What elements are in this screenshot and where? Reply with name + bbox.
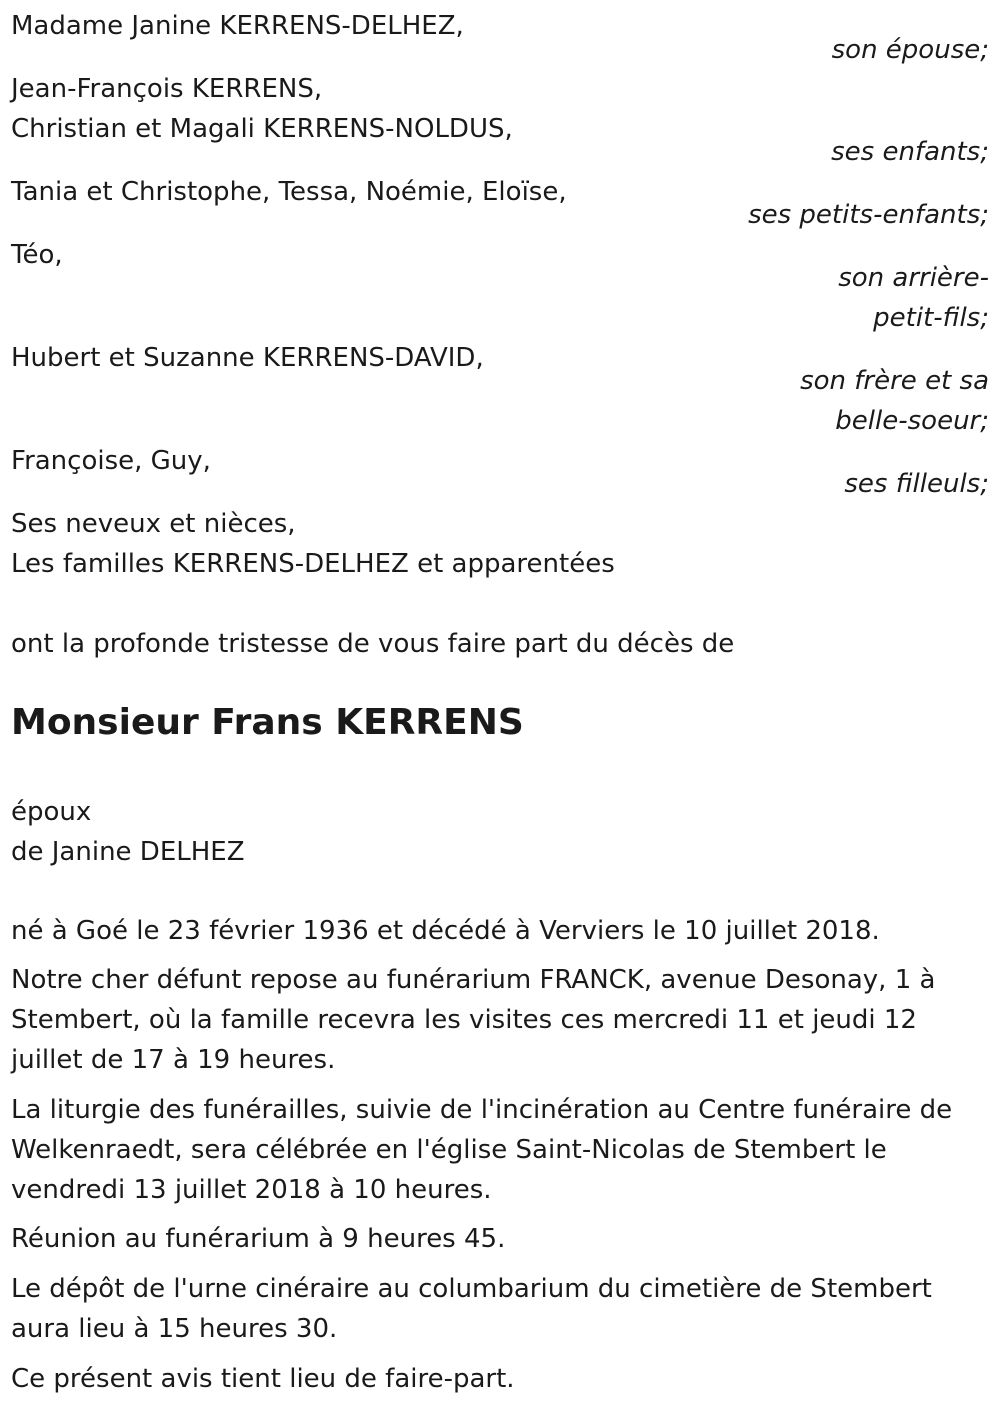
announcement-text: ont la profonde tristesse de vous faire part du décès de: [11, 629, 735, 659]
closing-paragraph: Ce présent avis tient lieu de faire-part.: [11, 1364, 515, 1394]
family-name-line: Françoise, Guy,: [11, 446, 211, 476]
relation-label-brother: son frère et sa belle-soeur;: [800, 366, 989, 436]
family-name-line: Tania et Christophe, Tessa, Noémie, Eloïse,: [11, 177, 567, 207]
family-name-line: Jean-François KERRENS,: [11, 74, 323, 104]
meeting-paragraph: Réunion au funérarium à 9 heures 45.: [11, 1224, 506, 1254]
family-name-line: Christian et Magali KERRENS-NOLDUS,: [11, 114, 513, 144]
funeral-home-paragraph: Notre cher défunt repose au funérarium FRANCK, avenue Desonay, 1 à Stembert, où la famille recevra les visites ces mercredi 11 et jeudi 12 juillet de 17 à 19 heures.: [11, 965, 936, 1075]
family-name-line: Les familles KERRENS-DELHEZ et apparentées: [11, 549, 615, 579]
family-name-line: Madame Janine KERRENS-DELHEZ,: [11, 11, 464, 41]
spouse-info: époux de Janine DELHEZ: [11, 797, 245, 867]
urn-paragraph: Le dépôt de l'urne cinéraire au columbarium du cimetière de Stembert aura lieu à 15 heures 30.: [11, 1274, 932, 1344]
relation-label-children: ses enfants;: [831, 137, 989, 167]
deceased-name: Monsieur Frans KERRENS: [11, 702, 524, 743]
liturgy-paragraph: La liturgie des funérailles, suivie de l'incinération au Centre funéraire de Welkenraedt, sera célébrée en l'église Saint-Nicolas de Stembert le vendredi 13 juillet 2018 à 10 heures.: [11, 1095, 953, 1205]
family-name-line: Hubert et Suzanne KERRENS-DAVID,: [11, 343, 484, 373]
family-name-line: Ses neveux et nièces,: [11, 509, 296, 539]
relation-label-spouse: son épouse;: [831, 35, 989, 65]
family-group-relatives: [11, 504, 991, 584]
relation-label-great-grandson: son arrière- petit-fils;: [838, 263, 989, 333]
relation-label-godchildren: ses filleuls;: [844, 469, 989, 499]
family-name-line: Téo,: [11, 240, 63, 270]
birth-death-paragraph: né à Goé le 23 février 1936 et décédé à Verviers le 10 juillet 2018.: [11, 916, 880, 946]
relation-label-grandchildren: ses petits-enfants;: [748, 200, 989, 230]
